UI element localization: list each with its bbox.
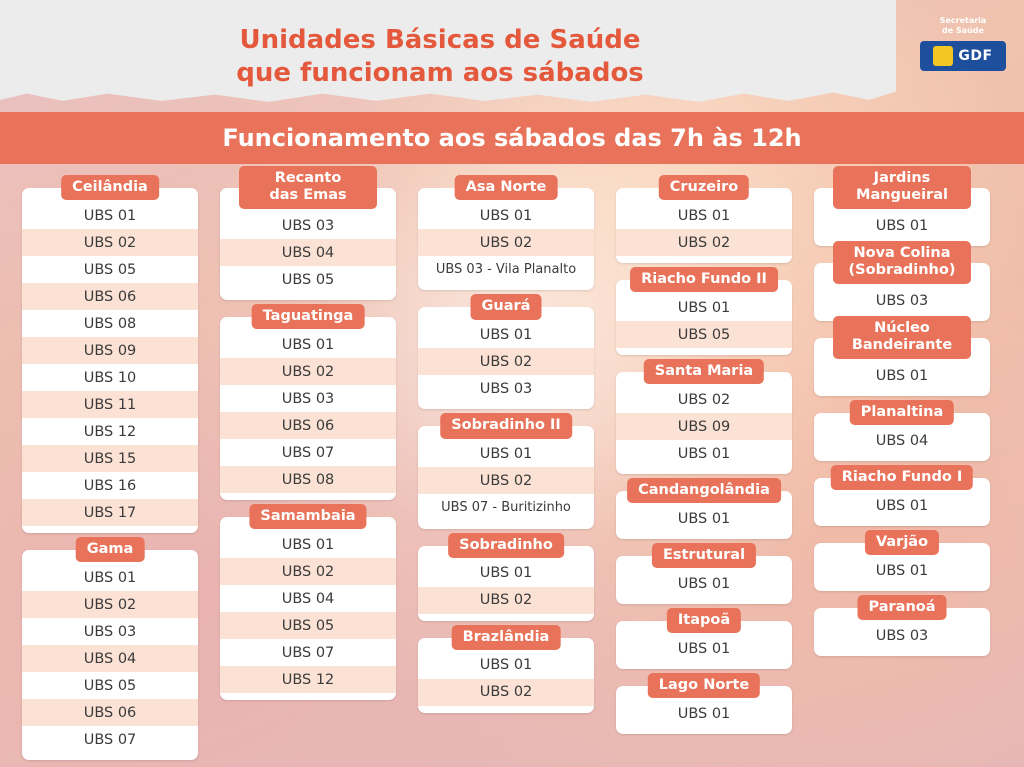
region-card-title-line: Mangueiral [856, 187, 948, 204]
region-card [814, 534, 990, 591]
ubs-row: UBS 02 [677, 391, 731, 408]
region-card [220, 308, 396, 500]
ubs-row: UBS 01 [83, 207, 137, 224]
region-card [814, 599, 990, 656]
ubs-row: UBS 07 [83, 731, 137, 748]
ubs-row: UBS 03 [281, 217, 335, 234]
ubs-row: UBS 03 [875, 627, 929, 644]
region-card [814, 245, 990, 321]
region-card-title [833, 316, 971, 359]
ubs-row: UBS 04 [22, 645, 198, 672]
ubs-row: UBS 03 - Vila Planalto [435, 261, 577, 277]
region-card-title: Taguatinga [252, 304, 365, 329]
ubs-row: UBS 10 [83, 369, 137, 386]
schedule-banner [0, 112, 1024, 164]
region-card-title-line: Núcleo [874, 320, 930, 336]
gdf-badge [920, 41, 1006, 71]
region-card-title: Riacho Fundo II [630, 267, 778, 292]
ubs-row: UBS 07 - Buritizinho [441, 499, 571, 515]
region-card [616, 482, 792, 539]
region-card-title: Sobradinho [448, 533, 564, 558]
ubs-row: UBS 01 [479, 326, 533, 343]
ubs-row: UBS 01 [875, 217, 929, 234]
ubs-row: UBS 02 [220, 558, 396, 585]
page-title [0, 24, 880, 89]
ubs-row: UBS 01 [677, 705, 731, 722]
ubs-row: UBS 02 [616, 229, 792, 256]
ubs-row: UBS 01 [479, 207, 533, 224]
region-card-title-line: das Emas [269, 187, 347, 204]
region-card [616, 363, 792, 474]
ubs-row: UBS 05 [616, 321, 792, 348]
region-card-title: Ceilândia [61, 175, 159, 200]
ubs-column [616, 179, 792, 760]
ubs-row: UBS 02 [418, 679, 594, 706]
ubs-row: UBS 06 [22, 283, 198, 310]
page-title-line1: Unidades Básicas de Saúde [239, 25, 641, 55]
ubs-row: UBS 02 [418, 587, 594, 614]
region-card-title: Brazlândia [452, 625, 561, 650]
region-card [418, 628, 594, 713]
ubs-row: UBS 01 [281, 536, 335, 553]
gdf-logo [920, 16, 1006, 71]
region-card-title: Gama [76, 537, 145, 562]
ubs-row: UBS 03 [875, 292, 929, 309]
region-card [814, 404, 990, 461]
ubs-column [22, 179, 198, 760]
region-card [418, 417, 594, 528]
ubs-row: UBS 03 [281, 390, 335, 407]
schedule-banner-text: Funcionamento aos sábados das 7h às 12h [222, 124, 802, 152]
region-card-title-line: Bandeirante [851, 337, 953, 354]
region-card [418, 536, 594, 621]
region-card [616, 612, 792, 669]
region-card-title: Cruzeiro [659, 175, 749, 200]
ubs-row: UBS 09 [616, 413, 792, 440]
ubs-row: UBS 06 [22, 699, 198, 726]
ubs-row: UBS 01 [875, 367, 929, 384]
region-card-title: Sobradinho II [440, 413, 572, 438]
region-card [814, 469, 990, 526]
ubs-row: UBS 02 [418, 348, 594, 375]
ubs-row: UBS 12 [83, 423, 137, 440]
ubs-row: UBS 05 [281, 271, 335, 288]
ubs-row: UBS 04 [220, 239, 396, 266]
ubs-column [814, 170, 990, 760]
gdf-emblem-icon [933, 46, 953, 66]
ubs-row: UBS 09 [22, 337, 198, 364]
secretaria-saude-label [920, 16, 1006, 36]
ubs-row: UBS 01 [677, 445, 731, 462]
region-card-title: Candangolândia [627, 478, 781, 503]
ubs-row: UBS 08 [83, 315, 137, 332]
ubs-columns [22, 170, 1002, 760]
ubs-row: UBS 02 [22, 229, 198, 256]
region-card [814, 170, 990, 246]
region-card [616, 271, 792, 355]
ubs-row: UBS 01 [479, 657, 533, 673]
secretaria-line1: Secretaria [939, 16, 987, 25]
ubs-row: UBS 02 [418, 229, 594, 256]
region-card-title: Varjão [865, 530, 939, 555]
region-card [616, 677, 792, 734]
ubs-row: UBS 02 [418, 467, 594, 494]
ubs-row: UBS 02 [22, 591, 198, 618]
secretaria-line2: de Saúde [942, 26, 984, 35]
region-card [616, 547, 792, 604]
ubs-column [418, 179, 594, 760]
region-card-title-line: Jardins [873, 170, 931, 186]
ubs-row: UBS 05 [83, 677, 137, 694]
ubs-row: UBS 01 [677, 640, 731, 657]
region-card-title: Itapoã [667, 608, 741, 633]
page-title-line2: que funcionam aos sábados [236, 57, 644, 88]
region-card-title [833, 241, 971, 284]
region-card-title-line: Recanto [274, 170, 342, 186]
ubs-row: UBS 12 [220, 666, 396, 693]
ubs-row: UBS 01 [677, 575, 731, 592]
region-card-title: Riacho Fundo I [831, 465, 973, 490]
ubs-row: UBS 01 [875, 497, 929, 514]
region-card [220, 170, 396, 300]
ubs-row: UBS 07 [281, 444, 335, 461]
region-card-title: Planaltina [850, 400, 954, 425]
region-card-title: Paranoá [857, 595, 946, 620]
region-card-title: Asa Norte [455, 175, 558, 200]
ubs-row: UBS 01 [479, 565, 533, 581]
region-card-title: Estrutural [652, 543, 756, 568]
ubs-row: UBS 07 [281, 644, 335, 661]
region-card [616, 179, 792, 263]
ubs-row: UBS 01 [677, 207, 731, 224]
ubs-row: UBS 05 [220, 612, 396, 639]
region-card-title-line: Nova Colina [853, 245, 951, 261]
poster-header [0, 0, 1024, 112]
ubs-row: UBS 01 [479, 445, 533, 462]
region-card [418, 179, 594, 290]
ubs-row: UBS 01 [875, 562, 929, 579]
region-card [814, 320, 990, 396]
region-card [22, 541, 198, 760]
ubs-row: UBS 04 [281, 590, 335, 607]
ubs-row: UBS 01 [677, 299, 731, 316]
ubs-row: UBS 02 [220, 358, 396, 385]
region-card [22, 179, 198, 533]
region-card [418, 298, 594, 409]
ubs-row: UBS 05 [83, 261, 137, 278]
ubs-row: UBS 17 [22, 499, 198, 526]
gdf-badge-text: GDF [958, 48, 993, 64]
ubs-column [220, 170, 396, 760]
ubs-row: UBS 01 [83, 569, 137, 586]
region-card-title: Samambaia [249, 504, 366, 529]
region-card-title: Santa Maria [644, 359, 764, 384]
ubs-row: UBS 04 [875, 432, 929, 449]
region-card-title-line: (Sobradinho) [848, 262, 956, 279]
ubs-row: UBS 08 [220, 466, 396, 493]
region-card-title [239, 166, 377, 209]
ubs-row: UBS 01 [281, 336, 335, 353]
ubs-row: UBS 11 [22, 391, 198, 418]
region-card [220, 508, 396, 700]
ubs-row: UBS 06 [220, 412, 396, 439]
ubs-row: UBS 01 [677, 510, 731, 527]
region-card-title [833, 166, 971, 209]
ubs-row: UBS 16 [83, 477, 137, 494]
ubs-row: UBS 03 [479, 380, 533, 397]
ubs-row: UBS 15 [22, 445, 198, 472]
region-card-title: Lago Norte [648, 673, 760, 698]
region-card-title: Guará [471, 294, 542, 319]
ubs-row: UBS 03 [83, 623, 137, 640]
